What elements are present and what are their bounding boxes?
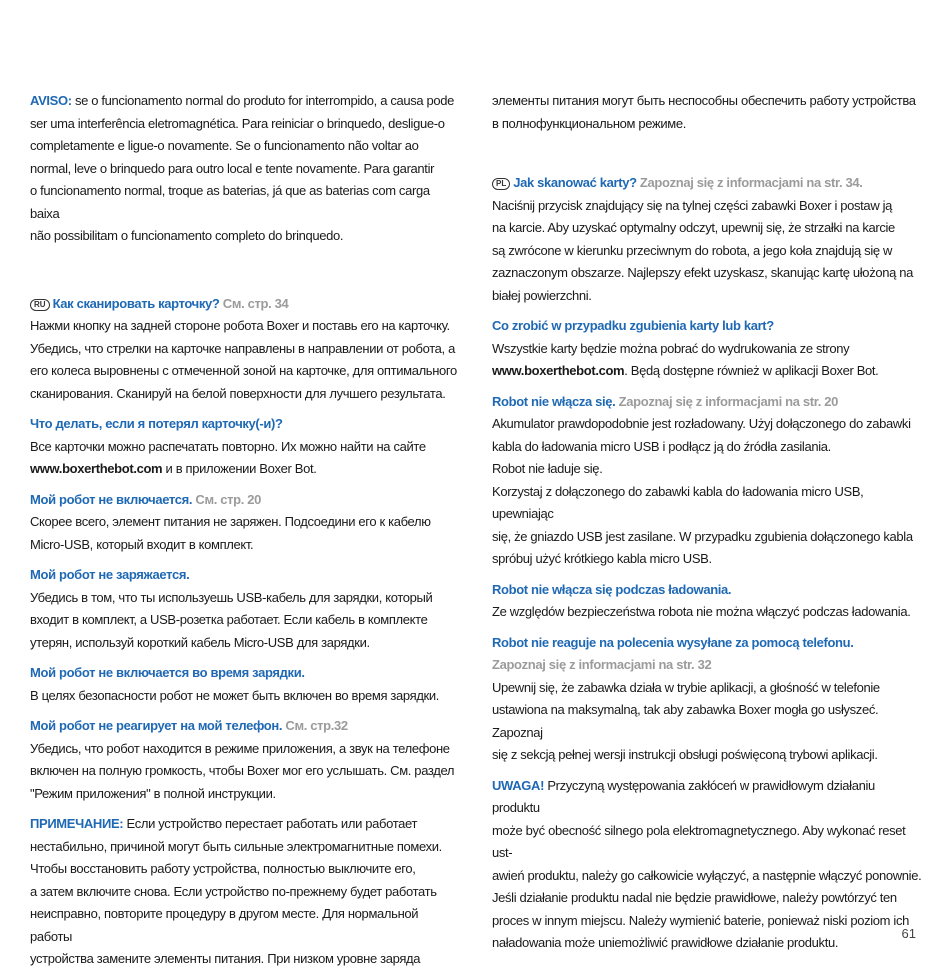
ru-on-charge-body: В целях безопасности робот не может быть включен во время зарядки.: [30, 687, 440, 703]
pl-warning-section: UWAGA! Przyczyną występowania zakłóceń w prawidłowym działaniu produktu może być obecność silnego pola elektromagnetycznego. Aby wykonać reset ust- awień produktu, należy go całkowicie wyłączyć, a następnie włączyć ponownie. Jeśli działanie produktu nadal nie będzie prawidłowe, należy powtórzyć ten proces w innym miejscu. Należy wymienić baterie, ponieważ niski poziom ich naładowania może uniemożliwić prawidłowe działanie produktu.: [492, 777, 922, 950]
ru-lost-body: Все карточки можно распечатать повторно. Их можно найти на сайте www.boxerthebot.com и в приложении Boxer Bot.: [30, 438, 426, 476]
ru-lost-heading: Что делать, если я потерял карточку(-и)?: [30, 416, 283, 431]
ru-note-section: ПРИМЕЧАНИЕ: Если устройство перестает работать или работает нестабильно, причиной могут быть сильные электромагнитные помехи. Чтобы восстановить работу устройства, полностью выключите его, а затем включите снова. Если устройство по-прежнему будет работать неисправно, повторите процедуру в другом месте. Для нормальной работы устройства замените элементы питания. При низком уровне заряда: [30, 816, 442, 966]
ru-language-badge: RU: [30, 299, 50, 311]
pl-language-badge: PL: [492, 178, 510, 190]
pl-scan-heading: PL Jak skanować karty? Zapoznaj się z informacjami na str. 34.: [492, 172, 922, 195]
page-number: 61: [901, 926, 916, 941]
ru-scan-body: Нажми кнопку на задней стороне робота Boxer и поставь его на карточку. Убедись, что стрелки на карточке направлены в направлении от робота, а его колеса выровнены с отмеченной зоной на карточке, для оптимального сканирования. Сканируй на белой поверхности для лучшего результата.: [30, 318, 457, 401]
pl-website-link: www.boxerthebot.com: [492, 363, 625, 378]
pl-phone-body: Upewnij się, że zabawka działa w trybie aplikacji, a głośność w telefonie ustawiona na maksymalną, tak aby zabawka Boxer mogła go usłyszeć. Zapoznaj się z sekcją pełnej wersji instrukcji obsługi poświęconą trybowi aplikacji.: [492, 679, 880, 762]
pt-warning: AVISO: se o funcionamento normal do produto for interrompido, a causa pode ser uma interferência eletromagnética. Para reiniciar o brinquedo, desligue-o completamente e ligue-o novamente. Se o funcionamento não voltar ao normal, leve o brinquedo para outro local e tente novamente. Para garantir o funcionamento normal, troque as baterias, já que as baterias com carga baixa não possibilitam o funcionamento completo do brinquedo.: [30, 93, 455, 243]
ru-no-charge-section: [30, 564, 460, 654]
pl-scan-section: [492, 172, 922, 307]
ru-phone-section: [30, 715, 460, 805]
right-column: [492, 90, 922, 955]
ru-on-charge-section: [30, 662, 460, 707]
ru-note-continued: элементы питания могут быть неспособны обеспечить работу устройства в полнофункциональном режиме.: [492, 93, 916, 131]
pl-phone-heading: Robot nie reaguje na polecenia wysyłane za pomocą telefonu.: [492, 634, 854, 650]
pl-on-charge-section: [492, 579, 922, 624]
pt-warning-label: AVISO:: [30, 93, 72, 108]
ru-on-charge-heading: Мой робот не включается во время зарядки.: [30, 665, 305, 680]
ru-phone-body: Убедись, что робот находится в режиме приложения, а звук на телефоне включен на полную громкость, чтобы Boxer мог его услышать. См. раздел "Режим приложения" в полной инструкции.: [30, 740, 455, 801]
pl-no-power-section: [492, 391, 922, 571]
ru-no-power-heading: Мой робот не включается. См. стр. 20: [30, 491, 262, 507]
ru-scan-heading: RU Как сканировать карточку? См. стр. 34: [30, 293, 460, 316]
ru-website-link: www.boxerthebot.com: [30, 461, 163, 476]
ru-scan-section: [30, 293, 460, 406]
pl-on-charge-heading: Robot nie włącza się podczas ładowania.: [492, 581, 732, 597]
pl-no-power-heading: Robot nie włącza się. Zapoznaj się z informacjami na str. 20: [492, 393, 839, 409]
ru-no-power-body: Скорее всего, элемент питания не заряжен. Подсоедини его к кабелю Micro-USB, который входит в комплект.: [30, 514, 431, 552]
pl-scan-body: Naciśnij przycisk znajdujący się na tylnej części zabawki Boxer i postaw ją na karcie. Aby uzyskać optymalny odczyt, upewnij się, że strzałki na karcie są zwrócone w kierunku przeciwnym do robota, a jego koła znajdują się w zaznaczonym obszarze. Najlepszy efekt uzyskasz, skanując kartę ułożoną na białej powierzchni.: [492, 197, 914, 303]
ru-no-power-section: [30, 489, 460, 557]
ru-no-charge-body: Убедись в том, что ты используешь USB-кабель для зарядки, который входит в комплект, а USB-розетка работает. Если кабель в комплекте утерян, используй короткий кабель Micro-USB для зарядки.: [30, 589, 433, 650]
pl-phone-section: [492, 632, 922, 767]
pl-lost-body: Wszystkie karty będzie można pobrać do wydrukowania ze strony www.boxerthebot.com. Będą dostępne również w aplikacji Boxer Bot.: [492, 340, 879, 378]
ru-lost-section: [30, 413, 460, 481]
pl-no-power-body: Akumulator prawdopodobnie jest rozładowany. Użyj dołączonego do zabawki kabla do ładowania micro USB i podłącz ją do źródła zasilania. Robot nie ładuje się. Korzystaj z dołączonego do zabawki kabla do ładowania micro USB, upewniając się, że gniazdo USB jest zasilane. W przypadku zgubienia dołączonego kabla spróbuj użyć krótkiego kabla micro USB.: [492, 416, 913, 566]
pl-on-charge-body: Ze względów bezpieczeństwa robota nie można włączyć podczas ładowania.: [492, 604, 911, 619]
pl-lost-heading: Co zrobić w przypadku zgubienia karty lub kart?: [492, 318, 774, 333]
left-column: [30, 90, 460, 971]
pl-lost-section: [492, 315, 922, 383]
ru-phone-heading: Мой робот не реагирует на мой телефон. См. стр.32: [30, 718, 348, 733]
pl-warning-label: UWAGA!: [492, 777, 545, 793]
ru-note-label: ПРИМЕЧАНИЕ:: [30, 816, 124, 831]
ru-no-charge-heading: Мой робот не заряжается.: [30, 567, 190, 582]
pl-phone-reference: Zapoznaj się z informacjami na str. 32: [492, 657, 712, 672]
